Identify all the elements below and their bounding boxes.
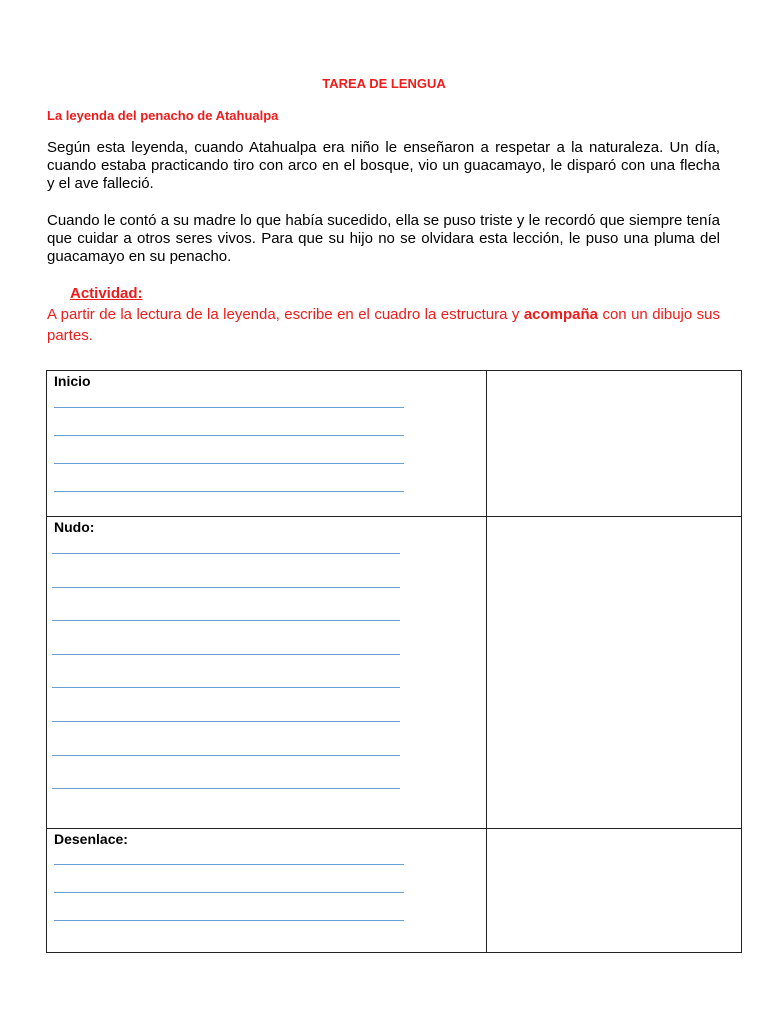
writing-line [54, 892, 404, 893]
writing-line [52, 654, 400, 655]
writing-line [54, 491, 404, 492]
page-title: TAREA DE LENGUA [322, 76, 446, 91]
table-row-desenlace [47, 829, 742, 953]
writing-line [52, 553, 400, 554]
table-row-nudo [47, 517, 742, 829]
story-paragraph-2: Cuando le contó a su madre lo que había sucedido, ella se puso triste y le recordó que siempre tenía que cuidar a otros seres vivos. Para que su hijo no se olvidara esta lección, le puso una pluma del guacamayo en su penacho. [47, 212, 720, 265]
nudo-label: Nudo: [54, 519, 95, 535]
story-paragraph-1: Según esta leyenda, cuando Atahualpa era niño le enseñaron a respetar a la naturaleza. Un día, cuando estaba practicando tiro con arco en el bosque, vio un guacamayo, le disparó con una flecha y el ave falleció. [47, 139, 720, 192]
legend-subtitle: La leyenda del penacho de Atahualpa [47, 108, 279, 123]
writing-line [54, 463, 404, 464]
writing-line [54, 435, 404, 436]
desenlace-drawing-cell[interactable] [487, 829, 742, 953]
inicio-label: Inicio [54, 373, 91, 389]
writing-line [52, 721, 400, 722]
writing-line [54, 920, 404, 921]
writing-line [52, 687, 400, 688]
writing-line [52, 587, 400, 588]
writing-line [52, 755, 400, 756]
activity-text-end: con un dibujo sus partes. [47, 306, 721, 344]
writing-line [52, 620, 400, 621]
activity-text-bold: acompaña [523, 306, 599, 323]
desenlace-label: Desenlace: [54, 831, 128, 847]
writing-line [52, 788, 400, 789]
activity-instructions [47, 304, 720, 346]
desenlace-writing-cell[interactable] [47, 829, 487, 953]
inicio-drawing-cell[interactable] [487, 371, 742, 517]
inicio-writing-cell[interactable] [47, 371, 487, 517]
nudo-writing-cell[interactable] [47, 517, 487, 829]
structure-table [46, 370, 742, 953]
activity-text-start: A partir de la lectura de la leyenda, escribe en el cuadro la estructura y [47, 306, 524, 323]
nudo-drawing-cell[interactable] [487, 517, 742, 829]
writing-line [54, 407, 404, 408]
table-row-inicio [47, 371, 742, 517]
activity-label: Actividad: [70, 285, 143, 302]
writing-line [54, 864, 404, 865]
